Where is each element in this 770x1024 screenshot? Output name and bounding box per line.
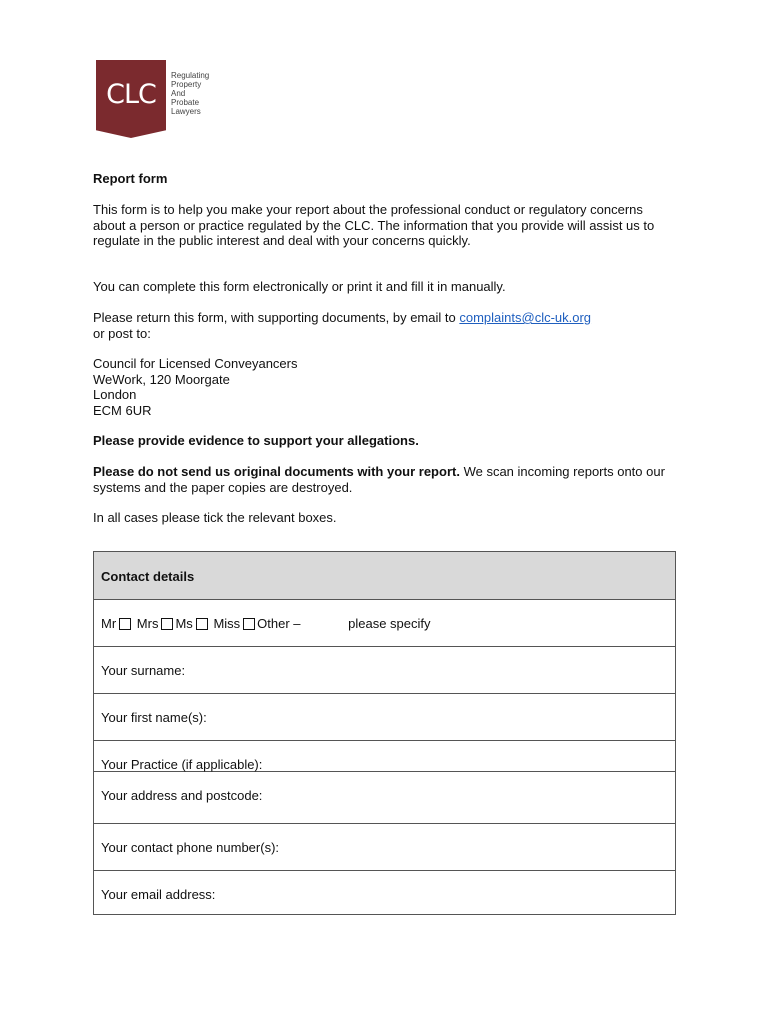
intro-paragraph: This form is to help you make your report about the professional conduct or regulatory concerns about a person or practice regulated by the CLC. The information that you provide will assist us to regulate in the public interest and deal with your concerns quickly. (93, 202, 655, 248)
practice-field[interactable] (94, 741, 675, 772)
tagline-line: Probate (171, 98, 200, 107)
address-field[interactable] (94, 772, 675, 824)
logo-letters: CLC (106, 79, 156, 110)
contact-details-table (93, 551, 676, 915)
title-other-label: Other – (257, 616, 301, 631)
contact-details-title: Contact details (101, 569, 195, 584)
contact-details-header (94, 552, 675, 600)
return-paragraph (93, 310, 678, 341)
clc-logo (96, 60, 226, 138)
post-text: or post to: (93, 325, 151, 341)
address-line: Council for Licensed Conveyancers (93, 356, 298, 371)
complete-note: You can complete this form electronically or print it and fill it in manually. (93, 279, 506, 294)
practice-label: Your Practice (if applicable): (101, 757, 263, 772)
title-options (101, 616, 431, 631)
address-line: WeWork, 120 Moorgate (93, 371, 230, 387)
tagline-line: And (171, 89, 186, 98)
tick-note: In all cases please tick the relevant boxes. (93, 510, 337, 525)
originals-paragraph (93, 464, 678, 495)
phone-label: Your contact phone number(s): (101, 840, 280, 855)
title-other-checkbox[interactable] (243, 618, 255, 630)
logo-tagline (171, 71, 231, 116)
address-line: London (93, 387, 137, 402)
title-row (94, 600, 675, 647)
address-line: ECM 6UR (93, 402, 152, 418)
title-miss-label: Miss (213, 616, 241, 631)
title-mrs-label: Mrs (136, 616, 159, 631)
address-label: Your address and postcode: (101, 788, 263, 803)
email-field[interactable] (94, 871, 675, 914)
email-label: Your email address: (101, 887, 216, 902)
originals-detail: We scan incoming reports onto our systems and the paper copies are destroyed. (93, 464, 665, 495)
first-name-field[interactable] (94, 694, 675, 741)
phone-field[interactable] (94, 824, 675, 871)
postal-address (93, 356, 298, 418)
email-link[interactable]: complaints@clc-uk.org (459, 310, 592, 325)
title-mr-checkbox[interactable] (119, 618, 131, 630)
tagline-line: Lawyers (171, 107, 201, 116)
first-name-label: Your first name(s): (101, 710, 207, 725)
title-ms-label: Ms (175, 616, 193, 631)
evidence-note: Please provide evidence to support your allegations. (93, 433, 419, 448)
title-mrs-checkbox[interactable] (161, 618, 173, 630)
return-text: Please return this form, with supporting documents, by email to (93, 310, 456, 325)
surname-field[interactable] (94, 647, 675, 694)
tagline-line: Property (171, 80, 202, 89)
title-mr-label: Mr (101, 616, 117, 631)
surname-label: Your surname: (101, 663, 186, 678)
page-title: Report form (93, 171, 168, 186)
tagline-line: Regulating (171, 71, 210, 80)
title-ms-checkbox[interactable] (196, 618, 208, 630)
originals-warning: Please do not send us original documents with your report. (93, 464, 460, 479)
please-specify-label: please specify (348, 616, 431, 631)
